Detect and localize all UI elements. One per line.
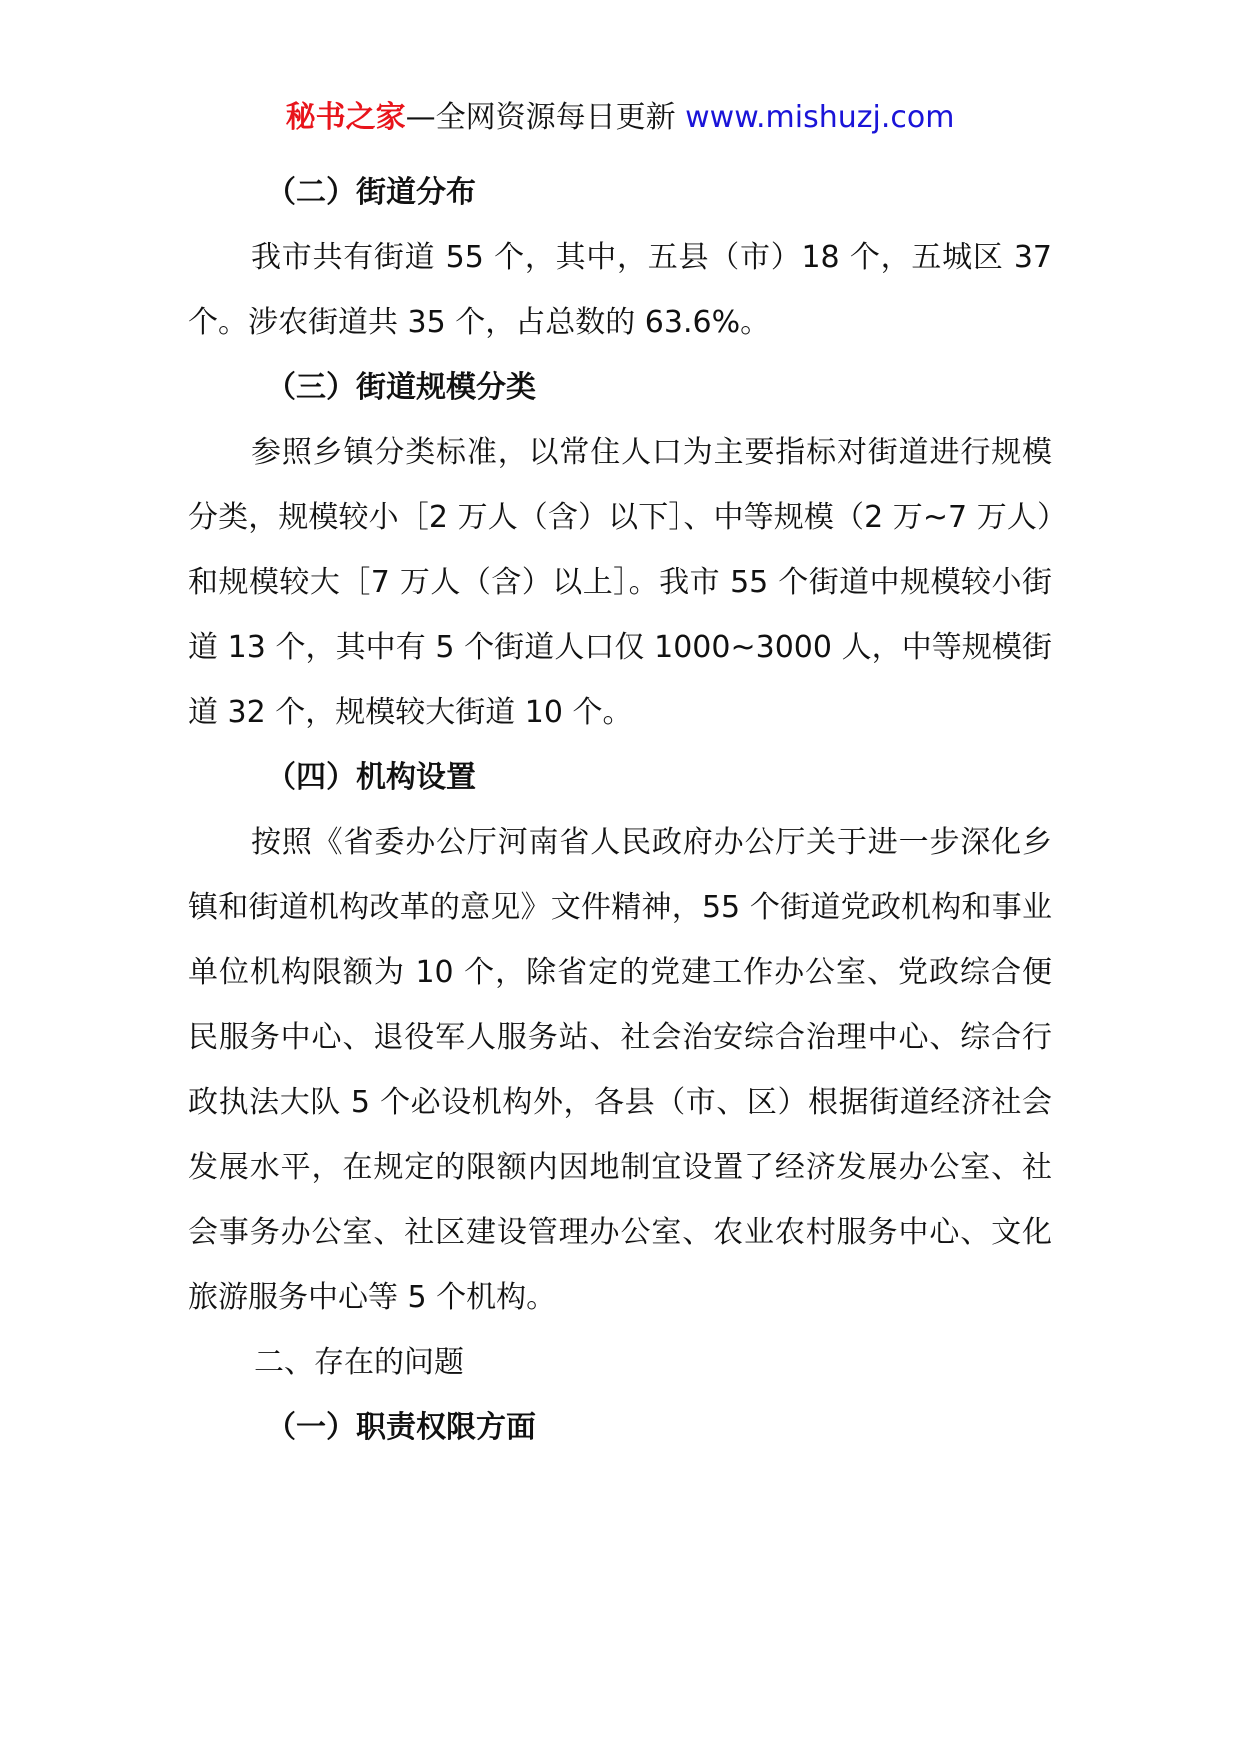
- document-body: [188, 160, 1052, 1460]
- site-header: [0, 98, 1240, 138]
- section-title-problems: 二、存在的问题: [254, 1345, 464, 1380]
- paragraph-street-distribution: 我市共有街道 55 个，其中，五县（市）18 个，五城区 37 个。涉农街道共 35 个，占总数的 63.6%。: [188, 240, 1052, 340]
- header-slogan: —全网资源每日更新: [405, 100, 676, 135]
- heading-institution-setup: （四）机构设置: [266, 760, 476, 795]
- heading-street-distribution: （二）街道分布: [266, 175, 476, 210]
- brand-name: 秘书之家: [285, 100, 406, 135]
- heading-street-scale: （三）街道规模分类: [266, 370, 536, 405]
- site-url-link[interactable]: www.mishuzj.com: [685, 100, 955, 135]
- paragraph-institution-setup: 按照《省委办公厅河南省人民政府办公厅关于进一步深化乡镇和街道机构改革的意见》文件精神，55 个街道党政机构和事业单位机构限额为 10 个，除省定的党建工作办公室、党政综合便民服务中心、退役军人服务站、社会治安综合治理中心、综合行政执法大队 5 个必设机构外，各县（市、区）根据街道经济社会发展水平，在规定的限额内因地制宜设置了经济发展办公室、社会事务办公室、社区建设管理办公室、农业农村服务中心、文化旅游服务中心等 5 个机构。: [188, 825, 1052, 1315]
- paragraph-street-scale: 参照乡镇分类标准，以常住人口为主要指标对街道进行规模分类，规模较小［2 万人（含）以下］、中等规模（2 万~7 万人）和规模较大［7 万人（含）以上］。我市 55 个街道中规模较小街道 13 个，其中有 5 个街道人口仅 1000~3000 人，中等规模街道 32 个，规模较大街道 10 个。: [188, 435, 1052, 730]
- heading-responsibilities: （一）职责权限方面: [266, 1410, 536, 1445]
